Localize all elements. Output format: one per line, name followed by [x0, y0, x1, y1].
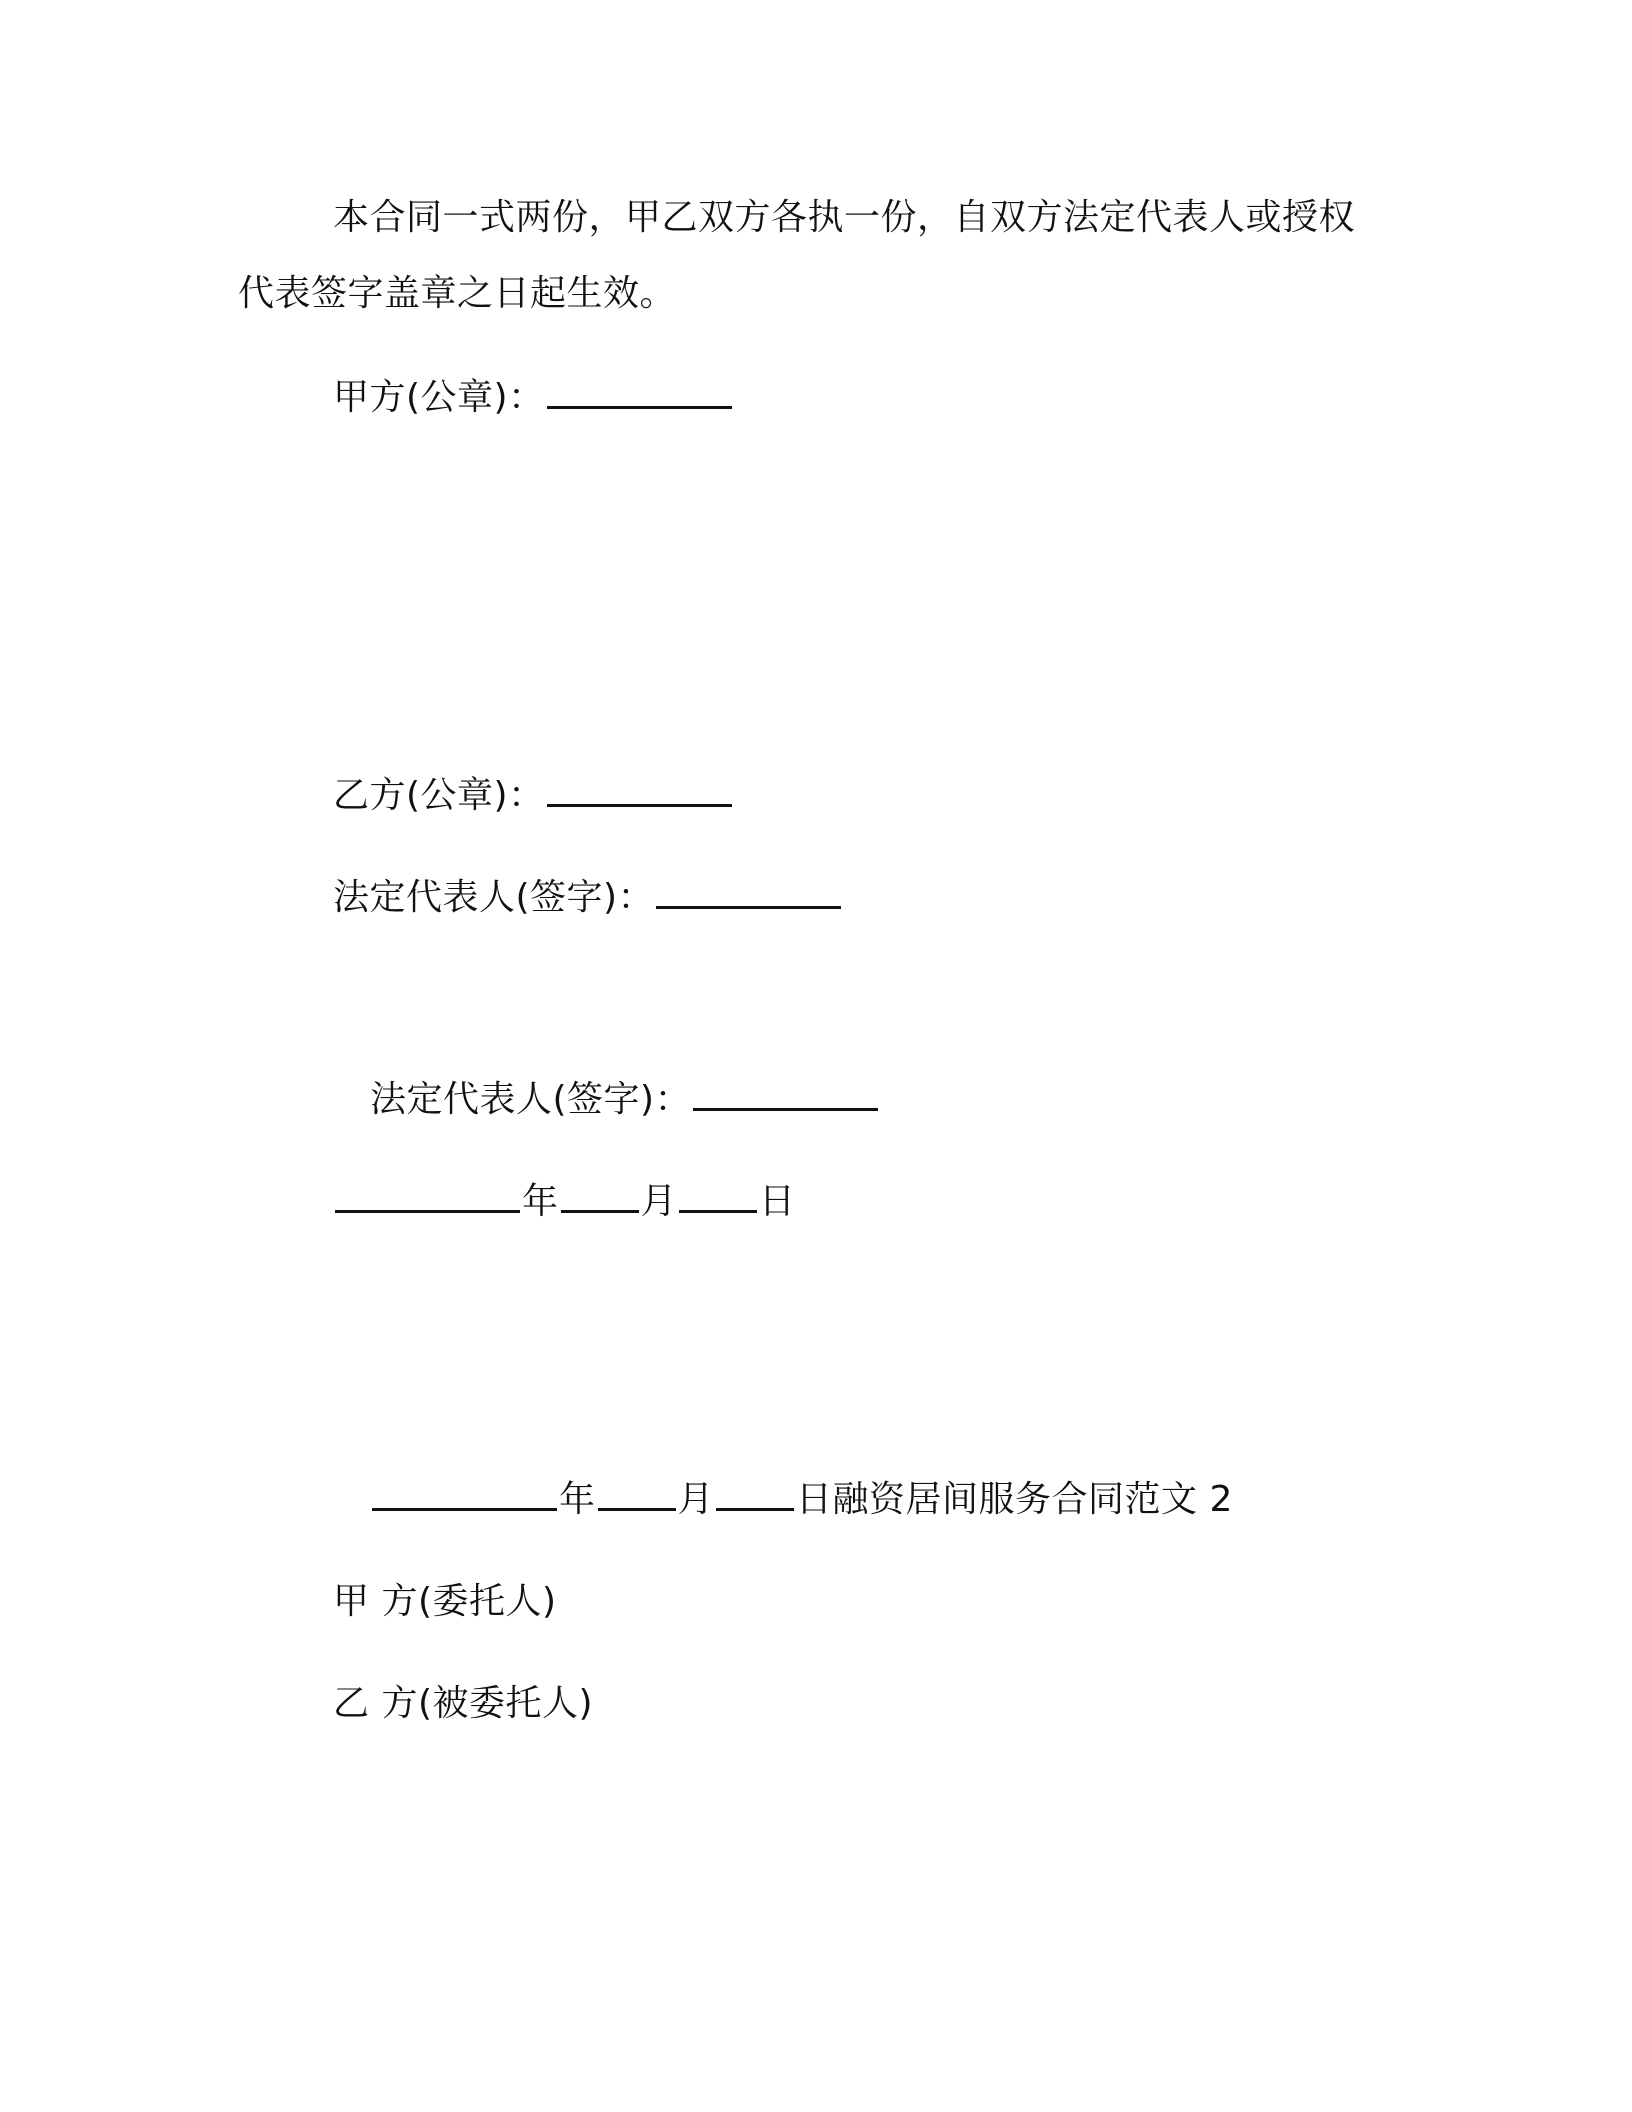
- year-blank: [335, 1180, 520, 1213]
- day-label: 日: [759, 1181, 796, 1222]
- heading-title: 日融资居间服务合同范文 2: [796, 1479, 1233, 1520]
- month-blank: [561, 1180, 639, 1213]
- legal-rep-row-2: [370, 1078, 880, 1122]
- date-row: [333, 1180, 796, 1224]
- month-label: 月: [640, 1181, 678, 1222]
- heading-year-label: 年: [559, 1479, 596, 1520]
- heading-month-blank: [598, 1478, 676, 1511]
- legal-rep-row-1: [333, 876, 843, 920]
- legal-rep-blank-1: [656, 876, 841, 909]
- clause-line-1: 本合同一式两份，甲乙双方各执一份，自双方法定代表人或授权: [333, 197, 1356, 238]
- clause-line-2: 代表签字盖章之日起生效。: [238, 273, 677, 314]
- party-b-seal-label: 乙方(公章)：: [333, 775, 545, 816]
- party-b-seal-row: [333, 774, 734, 818]
- heading-month-label: 月: [677, 1479, 715, 1520]
- legal-rep-label-2: 法定代表人(签字)：: [370, 1079, 692, 1120]
- section-heading-2: [370, 1478, 1233, 1522]
- party-b-seal-blank: [547, 774, 732, 807]
- party-b-label: 乙 方(被委托人): [333, 1683, 594, 1724]
- legal-rep-label-1: 法定代表人(签字)：: [333, 877, 655, 918]
- party-a-label: 甲 方(委托人): [333, 1581, 557, 1622]
- party-a-seal-row: [333, 376, 734, 420]
- party-a-seal-label: 甲方(公章)：: [333, 377, 545, 418]
- legal-rep-blank-2: [693, 1078, 878, 1111]
- year-label: 年: [522, 1181, 559, 1222]
- heading-day-blank: [716, 1478, 794, 1511]
- day-blank: [679, 1180, 757, 1213]
- party-a-seal-blank: [547, 376, 732, 409]
- heading-year-blank: [372, 1478, 557, 1511]
